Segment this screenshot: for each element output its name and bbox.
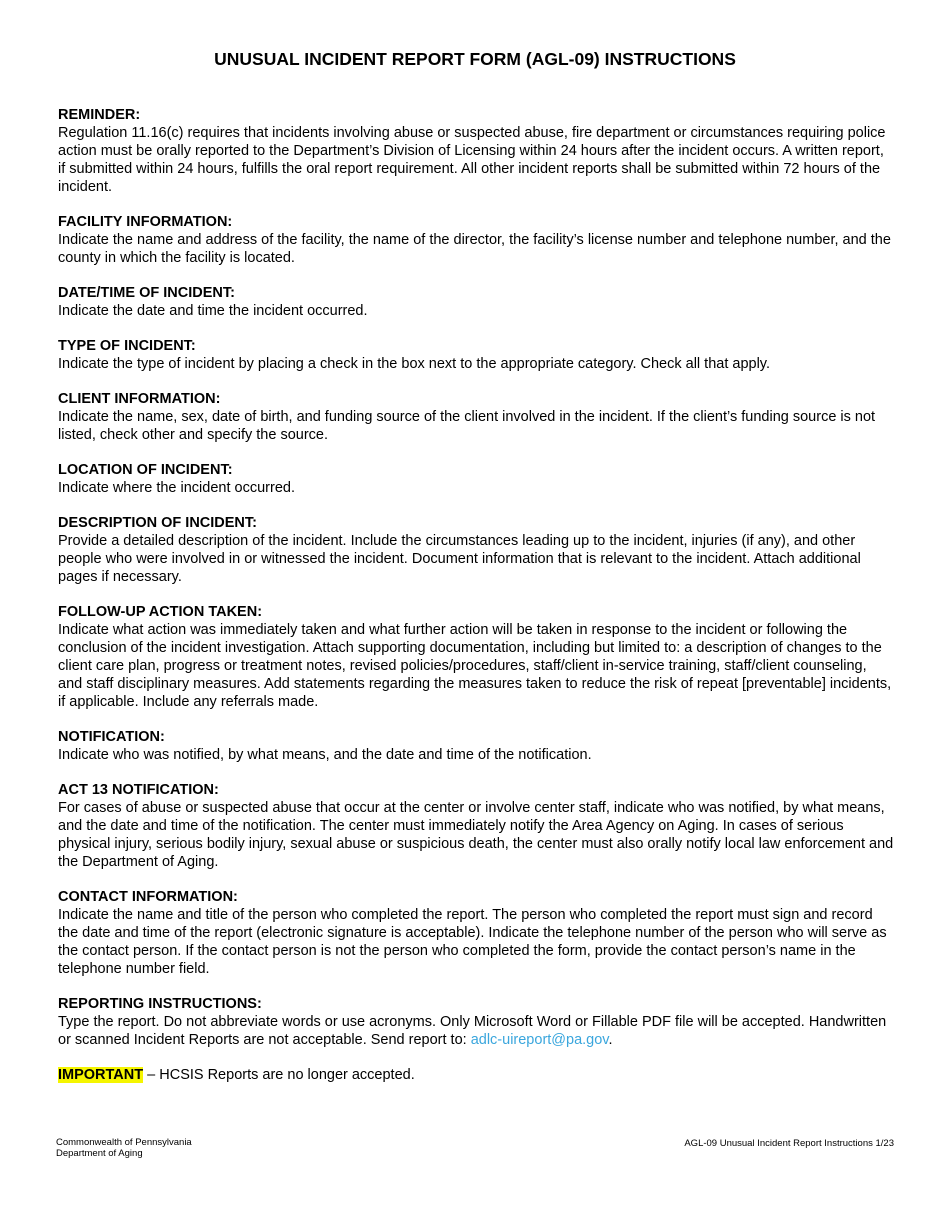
section-text: Indicate the type of incident by placing a check in the box next to the appropriate category. Check all that apply.	[58, 356, 771, 372]
footer-organization: Commonwealth of Pennsylvania	[56, 1137, 192, 1148]
section-text: Indicate the name, sex, date of birth, and funding source of the client involved in the incident. If the client’s funding source is not listed, check other and specify the source.	[58, 409, 876, 443]
page-title: UNUSUAL INCIDENT REPORT FORM (AGL-09) INSTRUCTIONS	[214, 49, 736, 69]
section-heading: REPORTING INSTRUCTIONS:	[58, 996, 262, 1012]
section-location-of-incident	[58, 461, 894, 497]
section-description-of-incident	[58, 514, 894, 586]
section-heading: TYPE OF INCIDENT:	[58, 338, 196, 354]
section-contact-information	[58, 888, 894, 978]
section-reporting-instructions	[58, 995, 894, 1049]
section-heading: CLIENT INFORMATION:	[58, 391, 221, 407]
section-heading: LOCATION OF INCIDENT:	[58, 462, 233, 478]
section-heading: REMINDER:	[58, 107, 141, 123]
instructions-content	[58, 106, 894, 1084]
email-link[interactable]: adlc-uireport@pa.gov	[470, 1032, 609, 1048]
section-heading: DATE/TIME OF INCIDENT:	[58, 285, 235, 301]
important-label: IMPORTANT	[58, 1067, 144, 1083]
important-notice	[58, 1066, 894, 1084]
section-text: Indicate what action was immediately taken and what further action will be taken in response to the incident or following the conclusion of the incident investigation. Attach supporting documentation, including but limited to: a description of changes to the client care plan, progress or treatment notes, revised policies/procedures, staff/client in-service training, staff/client counseling, and staff disciplinary measures. Add statements regarding the measures taken to reduce the risk of repeat [preventable] incidents, if applicable. Include any referrals made.	[58, 622, 892, 710]
section-notification	[58, 728, 894, 764]
section-act-13-notification	[58, 781, 894, 871]
section-heading: NOTIFICATION:	[58, 729, 165, 745]
section-text: Indicate the date and time the incident occurred.	[58, 303, 368, 319]
section-text: Indicate the name and address of the facility, the name of the director, the facility’s license number and telephone number, and the county in which the facility is located.	[58, 232, 891, 266]
important-text: – HCSIS Reports are no longer accepted.	[143, 1067, 415, 1083]
section-text: Indicate the name and title of the person who completed the report. The person who completed the report must sign and record the date and time of the report (electronic signature is acceptable). Indicate the telephone number of the person who will serve as the contact person. If the contact person is not the person who completed the form, provide the contact person’s name in the telephone number field.	[58, 907, 887, 977]
section-follow-up-action-taken	[58, 603, 894, 711]
section-heading: ACT 13 NOTIFICATION:	[58, 782, 219, 798]
footer-department: Department of Aging	[56, 1148, 143, 1159]
footer-form-id: AGL-09 Unusual Incident Report Instructions 1/23	[684, 1138, 894, 1149]
section-client-information	[58, 390, 894, 444]
section-heading: FACILITY INFORMATION:	[58, 214, 233, 230]
section-reminder	[58, 106, 894, 196]
reporting-text-end: .	[608, 1032, 613, 1048]
section-text: Indicate where the incident occurred.	[58, 480, 295, 496]
section-type-of-incident	[58, 337, 894, 373]
section-text: Indicate who was notified, by what means, and the date and time of the notification.	[58, 747, 592, 763]
section-text	[58, 1013, 894, 1049]
section-heading: FOLLOW-UP ACTION TAKEN:	[58, 604, 263, 620]
footer-left	[56, 1137, 192, 1159]
section-heading: CONTACT INFORMATION:	[58, 889, 238, 905]
section-text: Provide a detailed description of the incident. Include the circumstances leading up to the incident, injuries (if any), and other people who were involved in or witnessed the incident. Document information that is relevant to the incident. Attach additional pages if necessary.	[58, 533, 861, 585]
reporting-text: Type the report. Do not abbreviate words or use acronyms. Only Microsoft Word or Fillable PDF file will be accepted. Handwritten or scanned Incident Reports are not acceptable. Send report to:	[58, 1014, 887, 1048]
section-text: For cases of abuse or suspected abuse that occur at the center or involve center staff, indicate who was notified, by what means, and the date and time of the notification. The center must immediately notify the Area Agency on Aging. In cases of serious physical injury, serious bodily injury, sexual abuse or suspicious death, the center must also orally notify local law enforcement and the Department of Aging.	[58, 800, 894, 870]
section-heading: DESCRIPTION OF INCIDENT:	[58, 515, 257, 531]
section-date-time-of-incident	[58, 284, 894, 320]
section-text: Regulation 11.16(c) requires that incidents involving abuse or suspected abuse, fire department or circumstances requiring police action must be orally reported to the Department’s Division of Licensing within 24 hours after the incident occurs. A written report, if submitted within 24 hours, fulfills the oral report requirement. All other incident reports shall be submitted within 72 hours of the incident.	[58, 125, 886, 195]
section-facility-information	[58, 213, 894, 267]
